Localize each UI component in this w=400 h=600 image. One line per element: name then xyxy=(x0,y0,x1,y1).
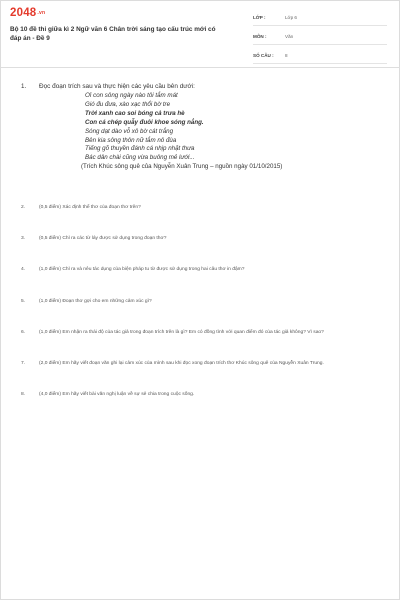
question-number: 3. xyxy=(21,236,26,242)
poem-line: Gió đu đưa, xào xạc thổi bờ tre xyxy=(85,100,171,108)
question-number: 2. xyxy=(21,205,26,210)
poem-line: Sóng dạt dào vỗ xô bờ cát trắng xyxy=(85,127,174,135)
poem-line: Bên kia sông thôn nữ tắm nô đùa xyxy=(85,136,177,144)
poem-line: Tiếng gõ thuyền đánh cá nhịp nhặt thưa xyxy=(85,145,195,153)
question-7 xyxy=(21,360,386,368)
poem-line-bold: Con cá chép quẫy đuôi khoe sóng nắng. xyxy=(85,118,204,126)
question-text: (2,0 điểm) Em hãy viết đoạn văn ghi lại cảm xúc của mình sau khi đọc xong đoạn trích thơ Khúc sông quê của Nguyễn Xuân Trung. xyxy=(39,361,324,367)
question-number: 7. xyxy=(21,361,26,367)
exam-title: Bộ 10 đề thi giữa kì 2 Ngữ văn 6 Chân trời sáng tạo cấu trúc mới có đáp án - Đề 9 xyxy=(10,26,216,42)
question-prompt: Đọc đoạn trích sau và thực hiện các yêu cầu bên dưới: xyxy=(39,83,195,90)
logo-text: 2048 xyxy=(10,7,37,19)
question-text: (1,0 điểm) Em nhận ra thái độ của tác giả trong đoạn trích trên là gì? Em có đồng tình với quan điểm đó của tác giả không? Vì sao? xyxy=(39,329,324,335)
meta-value: Văn xyxy=(285,34,294,39)
question-text: (1,0 điểm) Đoạn thơ gợi cho em những cảm xúc gì? xyxy=(39,298,152,304)
question-2 xyxy=(21,204,386,212)
question-number: 1. xyxy=(21,83,27,90)
exam-meta xyxy=(253,11,387,68)
meta-label: LỚP : xyxy=(253,15,266,20)
meta-label: SỐ CÂU : xyxy=(253,53,274,58)
poem-line-bold: Trời xanh cao soi bóng cả trưa hè xyxy=(85,109,185,117)
meta-label: MÔN : xyxy=(253,34,267,39)
site-logo[interactable] xyxy=(10,7,45,19)
question-number: 4. xyxy=(21,267,26,273)
poem-excerpt xyxy=(81,92,283,172)
meta-row-subject xyxy=(253,30,387,45)
question-8 xyxy=(21,391,386,399)
question-text: (1,0 điểm) Chỉ ra và nêu tác dụng của biện pháp tu từ được sử dụng trong hai câu thơ in đậm? xyxy=(39,267,245,273)
question-1 xyxy=(21,83,386,195)
question-text: (0,5 điểm) Xác định thể thơ của đoạn thơ trên? xyxy=(39,205,141,210)
poem-line: Bác dân chài cũng vừa buông mẻ lưới... xyxy=(85,154,195,162)
question-6 xyxy=(21,329,386,337)
question-4 xyxy=(21,266,386,274)
question-text: (4,0 điểm) Em hãy viết bài văn nghị luận về sự sẻ chia trong cuộc sống. xyxy=(39,392,195,398)
meta-row-question-count xyxy=(253,49,387,64)
question-text: (0,5 điểm) Chỉ ra các từ láy được sử dụng trong đoạn thơ? xyxy=(39,236,167,242)
question-number: 6. xyxy=(21,329,26,335)
question-3 xyxy=(21,235,386,243)
header xyxy=(1,1,400,63)
meta-value: 8 xyxy=(285,53,288,58)
question-number: 5. xyxy=(21,298,26,304)
header-divider xyxy=(1,67,400,68)
poem-source: (Trích Khúc sông quê của Nguyễn Xuân Trung – nguồn ngày 01/10/2015) xyxy=(81,163,283,171)
meta-row-class xyxy=(253,11,387,26)
questions-list xyxy=(21,83,386,399)
question-5 xyxy=(21,298,386,306)
poem-line: Ơi con sông ngày nào tôi tắm mát xyxy=(85,92,178,99)
question-number: 8. xyxy=(21,392,26,398)
meta-value: Lớp 6 xyxy=(285,15,297,20)
logo-suffix: .vn xyxy=(37,9,46,16)
